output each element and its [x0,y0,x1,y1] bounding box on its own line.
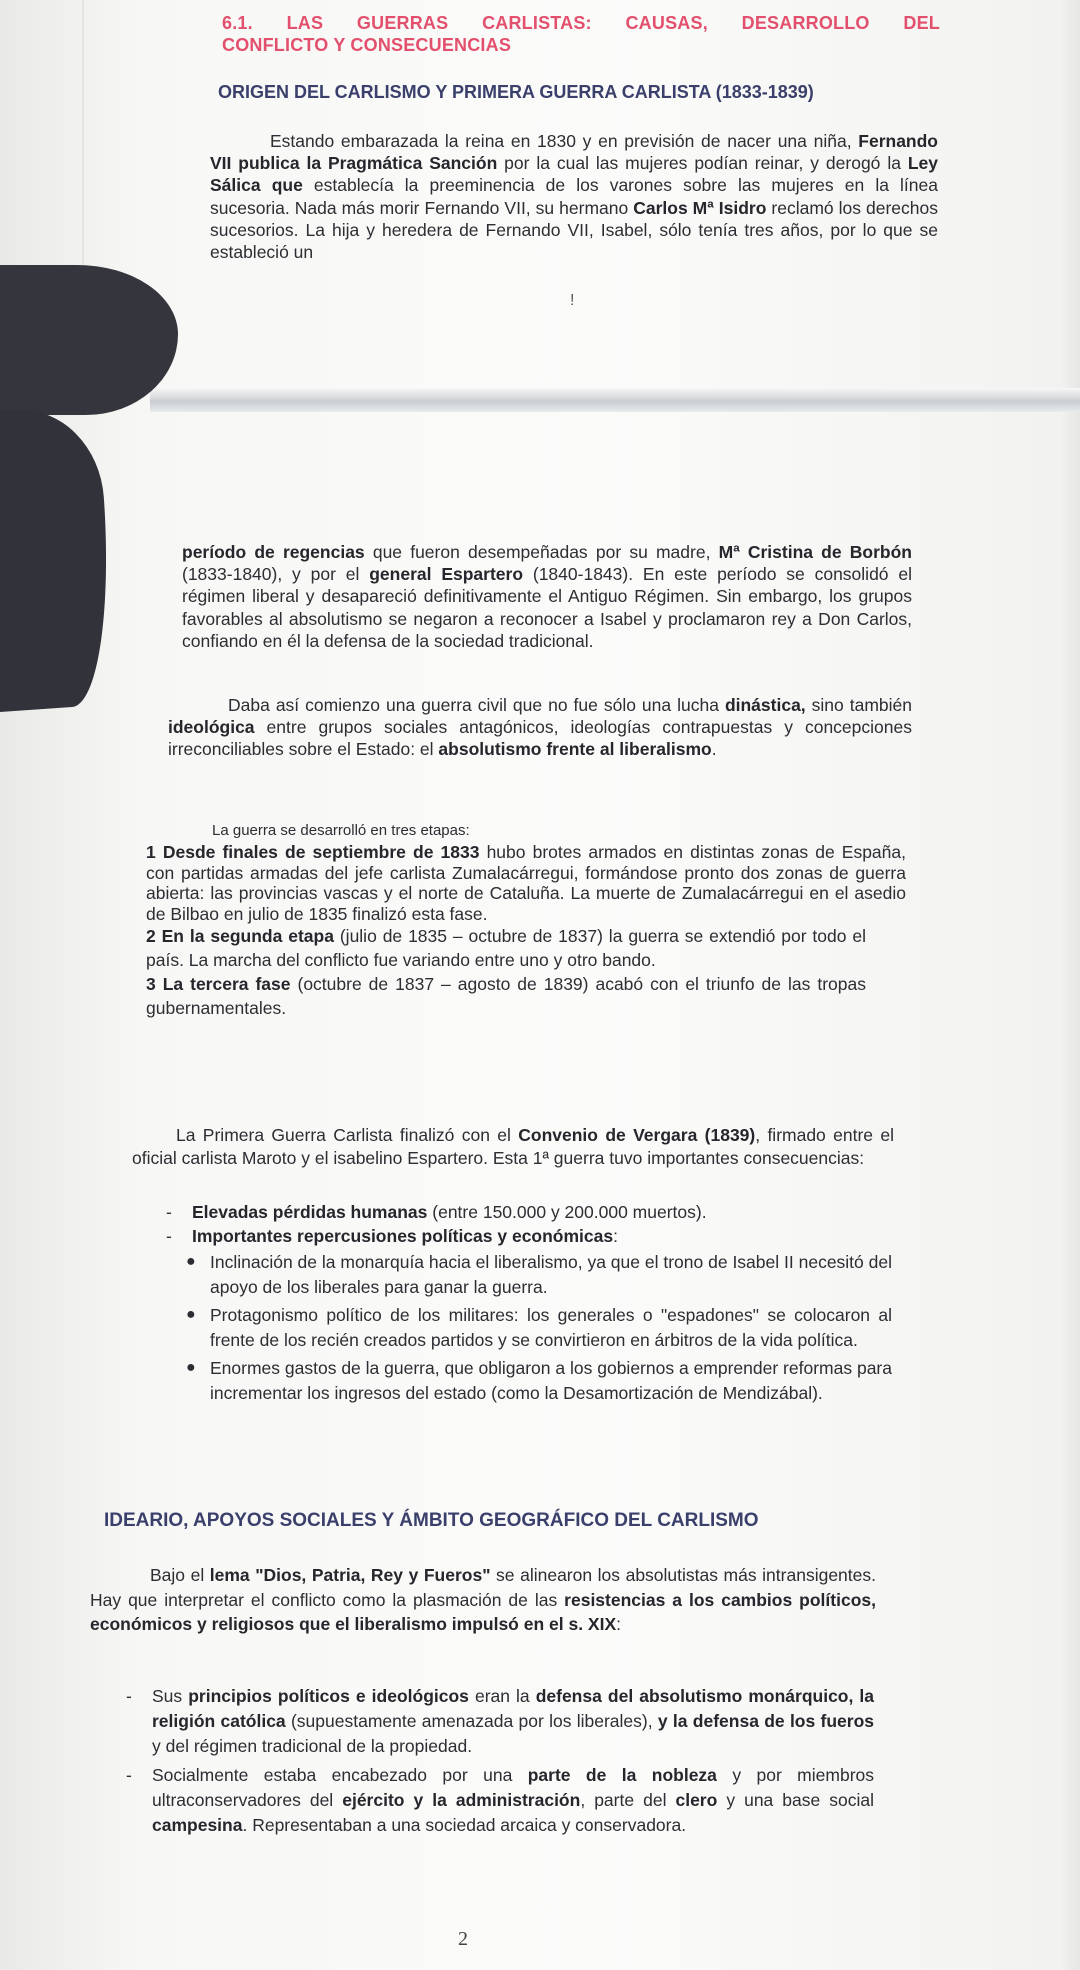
text: y una base social [717,1790,875,1810]
text: : [613,1226,618,1246]
page-fold-crease [150,388,1080,412]
text: se alinearon los absolutistas más intransigentes. Hay que interpretar el conflicto como la plasmación de las [90,1565,876,1610]
text: (1833-1840), y por el [182,564,370,585]
text: , firmado entre el oficial carlista Maroto y el isabelino Espartero. Esta 1ª guerra tuvo importantes consecuencias: [132,1125,894,1168]
bold-text: Convenio de Vergara (1839) [518,1125,756,1145]
consequence-item [166,1200,892,1224]
bold-text: clero [675,1790,718,1810]
text: La Primera Guerra Carlista finalizó con el [176,1125,519,1145]
bold-text: y la defensa de los fueros [657,1711,874,1731]
text: Bajo el [150,1565,210,1585]
sub-consequence-item [186,1356,892,1405]
dash-bullet-icon: - [126,1765,132,1785]
text: Socialmente estaba encabezado por una [152,1765,528,1785]
sub-consequences-list [186,1250,892,1405]
consequences-list [166,1200,892,1248]
text: : [616,1614,622,1634]
bold-text: período de regencias [182,542,365,562]
text: (1840-1843). En este período se consolidó el régimen liberal y desapareció definitivamente el Antiguo Régimen. Sin embargo, los grupos favorables al absolutismo se negaron a reconocer a Isabel y proclamaron rey a Don Carlos, confiando en él la defensa de la sociedad tradicional. [182,564,912,651]
round-bullet-icon: ● [186,1359,196,1376]
bold-text: Mª Cristina de Borbón [718,542,912,562]
text: que fueron desempeñadas por su madre, [364,542,719,562]
bold-text: 1 Desde finales de septiembre de 1833 [146,842,480,862]
text: por la cual las mujeres podían reinar, y derogó la [497,153,908,174]
text: establecía la preeminencia de los varones sobre las mujeres en la línea sucesoria. Nada más morir Fernando VII, su hermano [210,175,938,218]
text: y del régimen tradicional de la propiedad. [152,1736,473,1756]
text: (supuestamente amenazada por los liberales), [285,1711,658,1731]
sub-consequence-item [186,1303,892,1352]
text: Inclinación de la monarquía hacia el liberalismo, ya que el trono de Isabel II necesitó del apoyo de los liberales para ganar la guerra. [210,1252,892,1297]
paragraph-convenio [132,1124,894,1170]
text: Enormes gastos de la guerra, que obligaron a los gobiernos a emprender reformas para incrementar los ingresos del estado (como la Desamortización de Mendizábal). [210,1358,892,1403]
bold-text: Elevadas pérdidas humanas [192,1202,428,1222]
stage-1 [146,842,906,924]
section-heading-ideario: IDEARIO, APOYOS SOCIALES Y ÁMBITO GEOGRÁFICO DEL CARLISMO [104,1510,759,1531]
bold-text: dinástica, [724,695,806,715]
text: sino también [805,695,912,715]
stray-mark: ! [570,292,575,309]
bold-text: Fernando VII publica la Pragmática Sanción [210,131,938,174]
stages-intro: La guerra se desarrolló en tres etapas: [212,822,470,839]
bold-text: 3 La tercera fase [146,974,291,994]
bold-text: resistencias a los cambios políticos, económicos y religiosos que el liberalismo impulsó en el s. XIX [90,1589,876,1634]
bold-text: ejército y la administración [342,1790,581,1810]
text: Daba así comienzo una guerra civil que no fue sólo una lucha [228,695,725,715]
text: eran la [468,1686,536,1706]
bold-text: defensa del absolutismo monárquico, la religión católica [152,1686,874,1731]
bold-text: general Espartero [369,564,524,585]
page-number: 2 [458,1928,468,1950]
text: (octubre de 1837 – agosto de 1839) acabó con el triunfo de las tropas gubernamentales. [146,974,866,1018]
paragraph-origen [210,130,938,263]
text: (julio de 1835 – octubre de 1837) la guerra se extendió por todo el país. La marcha del conflicto fue variando entre uno y otro bando. [146,926,867,970]
bold-text: ideológica [168,717,255,738]
text: . Representaban a una sociedad arcaica y conservadora. [242,1815,687,1835]
text: Sus [152,1686,189,1706]
text: y por miembros ultraconservadores del [152,1765,875,1810]
finger-lower [0,405,118,716]
bold-text: lema "Dios, Patria, Rey y Fueros" [209,1565,491,1585]
sub-consequence-item [186,1250,892,1299]
bold-text: campesina [152,1815,243,1835]
text: . [711,739,717,760]
chapter-title-line1: 6.1. LAS GUERRAS CARLISTAS: CAUSAS, DESARROLLO DEL [222,13,940,33]
paragraph-guerra-civil [168,694,912,761]
dash-bullet-icon: - [166,1226,172,1246]
paragraph-lema [90,1563,876,1637]
stage-3 [146,972,866,1020]
text: Estando embarazada la reina en 1830 y en previsión de nacer una niña, [270,131,859,151]
chapter-title-line2: CONFLICTO Y CONSECUENCIAS [222,35,512,55]
ideario-item [126,1763,875,1838]
consequence-item [166,1224,892,1248]
paragraph-regencias [182,541,912,652]
text: hubo brotes armados en distintas zonas de España, con partidas armadas del jefe carlista Zumalacárregui, formándose pronto dos zonas de guerra abierta: las provincias vascas y el norte de Cataluña. La muerte de Zumalacárregui en el asedio de Bilbao en julio de 1835 finalizó esta fase. [146,842,906,924]
chapter-title [222,12,940,56]
bold-text: Carlos Mª Isidro [633,197,767,218]
round-bullet-icon: ● [186,1253,196,1270]
stage-2 [146,924,866,972]
text: (entre 150.000 y 200.000 muertos). [427,1202,707,1222]
bold-text: principios políticos e ideológicos [188,1686,469,1706]
dash-bullet-icon: - [166,1202,172,1222]
text: Protagonismo político de los militares: los generales o "espadones" se colocaron al frente de los recién creados partidos y se convirtieron en árbitros de la vida política. [210,1305,892,1350]
dash-bullet-icon: - [126,1686,132,1706]
section-heading-origen: ORIGEN DEL CARLISMO Y PRIMERA GUERRA CARLISTA (1833-1839) [218,82,814,102]
bold-text: Importantes repercusiones políticas y económicas [192,1226,614,1246]
text: , parte del [580,1790,676,1810]
bold-text: absolutismo frente al liberalismo [438,739,712,760]
bold-text: Ley Sálica que [210,153,938,196]
text: reclamó los derechos sucesorios. La hija y heredera de Fernando VII, Isabel, sólo tenía tres años, por lo que se estableció un [210,197,938,263]
stages-list [146,842,906,1020]
bold-text: 2 En la segunda etapa [146,926,334,946]
bold-text: parte de la nobleza [527,1765,717,1785]
text: entre grupos sociales antagónicos, ideologías contrapuestas y concepciones irreconciliables sobre el Estado: el [168,717,912,760]
ideario-list [126,1684,875,1838]
round-bullet-icon: ● [186,1306,196,1323]
ideario-item [126,1684,874,1759]
